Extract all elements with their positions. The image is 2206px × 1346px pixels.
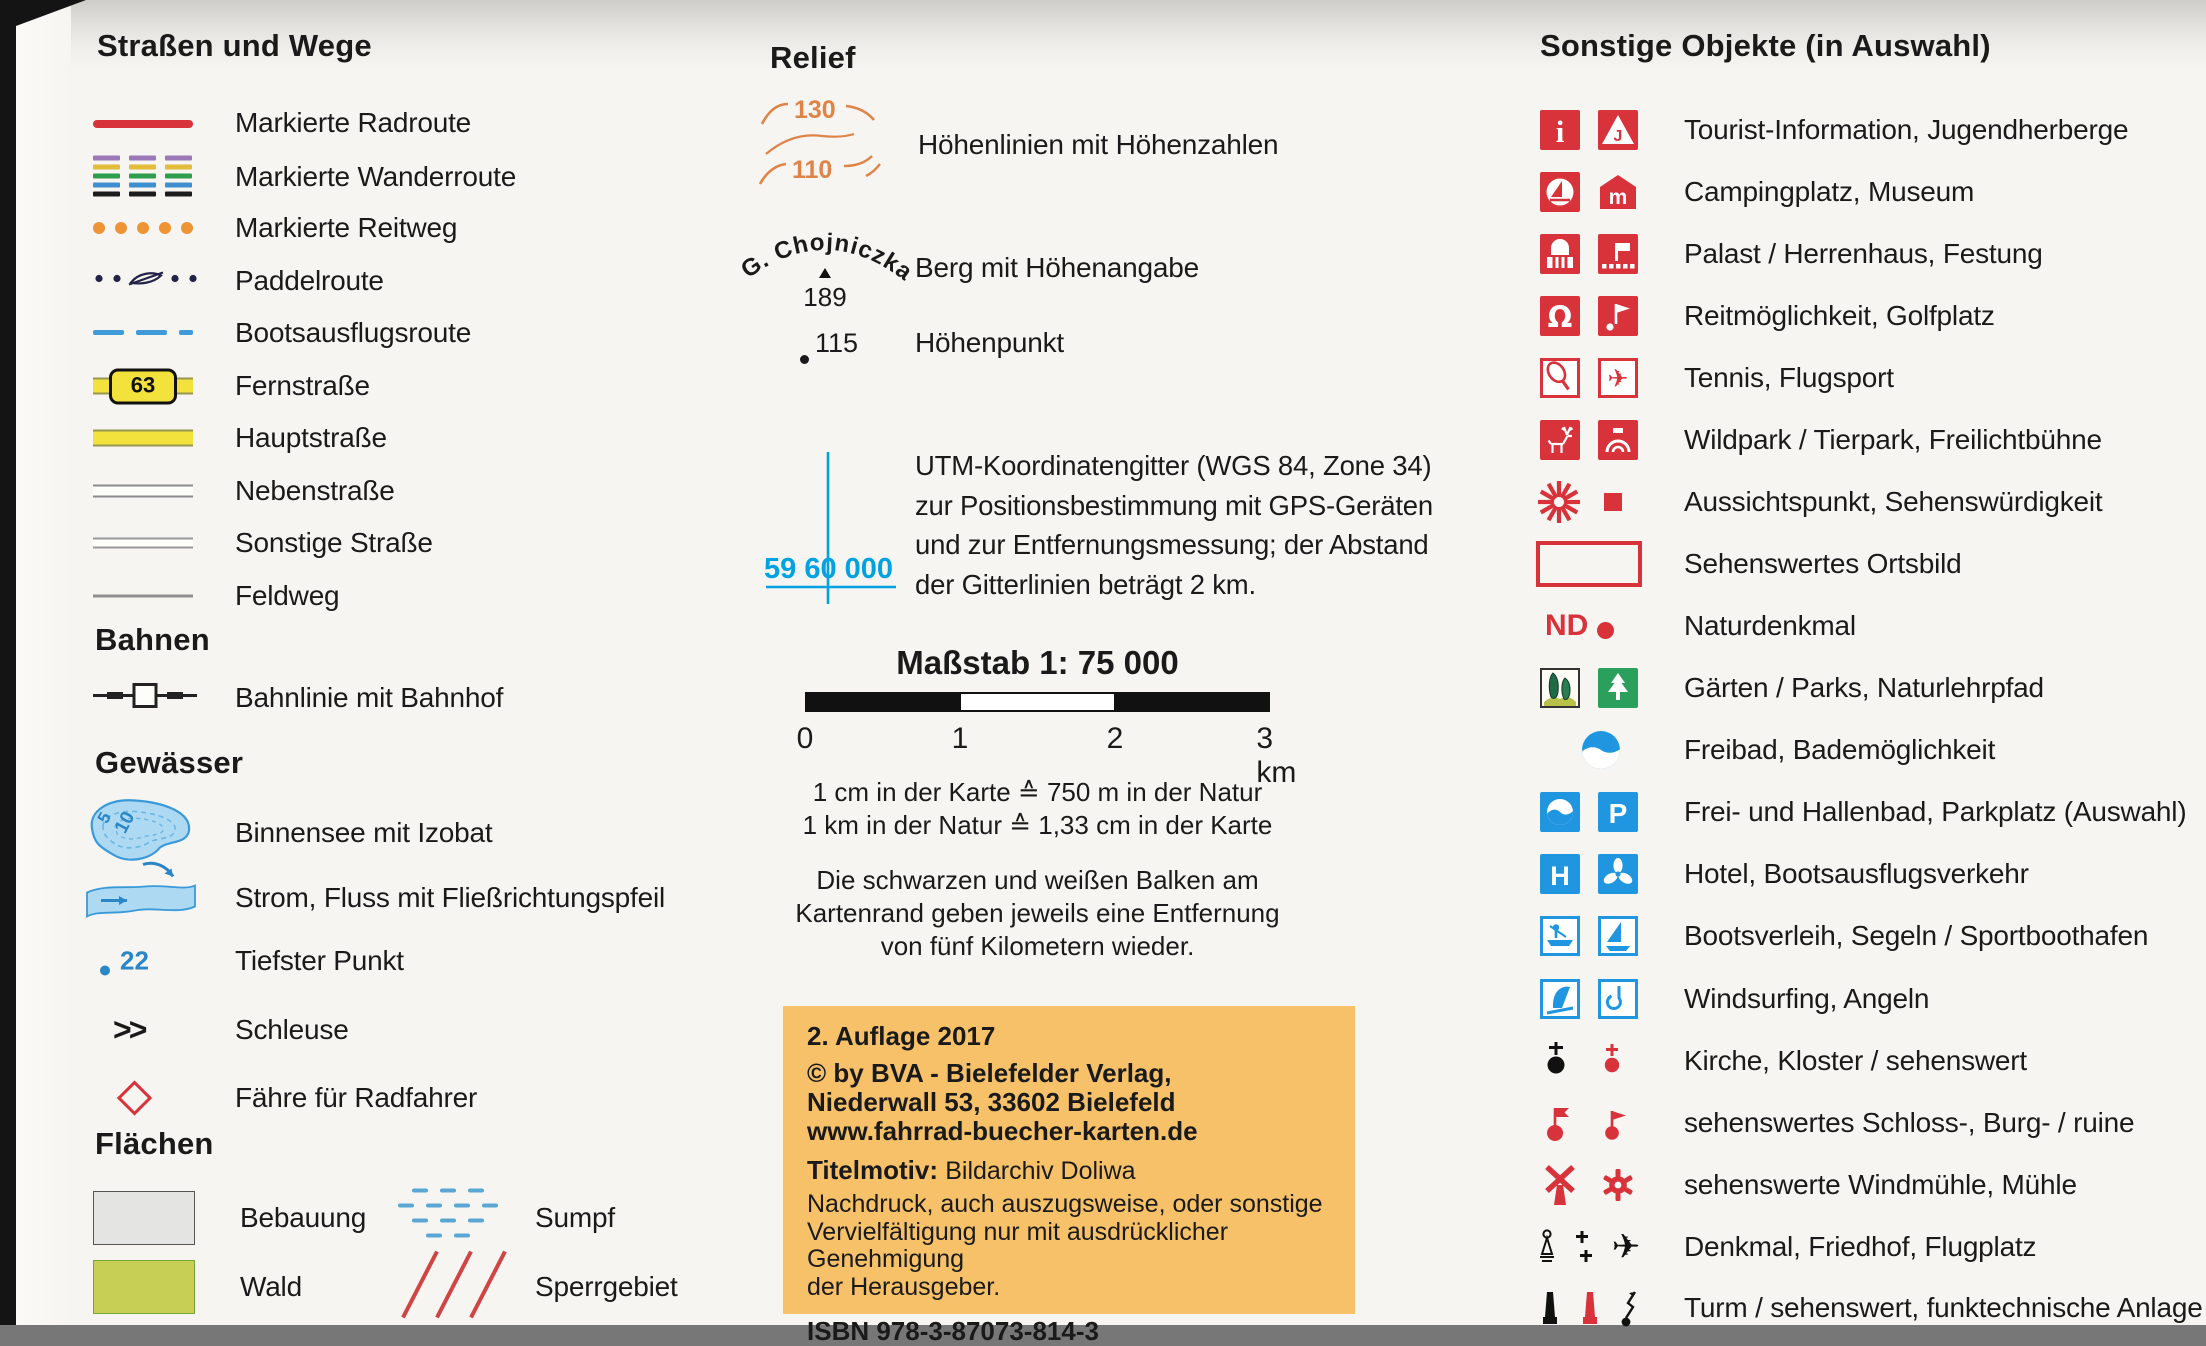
- imprint-isbn: ISBN 978-3-87073-814-3: [807, 1316, 1099, 1346]
- turm-icon: [1542, 1289, 1558, 1327]
- utm-text-line4: der Gitterlinien beträgt 2 km.: [915, 568, 1256, 600]
- scale-bar-segment-black2: [1114, 694, 1268, 710]
- legend-label-reitweg: Markierte Reitweg: [235, 212, 458, 243]
- contour-value-130: 130: [794, 96, 836, 124]
- legend-label-sumpf: Sumpf: [535, 1202, 615, 1233]
- svg-text:Ω: Ω: [1547, 300, 1573, 334]
- hotel-icon: [1540, 854, 1580, 894]
- tourist-information-icon: [1540, 110, 1580, 150]
- utm-grid-symbol: [758, 438, 908, 615]
- nebenstrasse-symbol: [93, 485, 193, 498]
- angeln-icon: [1598, 979, 1638, 1019]
- feldweg-symbol: [93, 595, 193, 598]
- legend-label-binnensee: Binnensee mit Izobat: [235, 817, 493, 848]
- legend-label-radroute: Markierte Radroute: [235, 107, 472, 138]
- legend-label-windmuehle-muehle: sehenswerte Windmühle, Mühle: [1684, 1169, 2077, 1200]
- scale-tick-1: 1: [951, 722, 969, 755]
- legend-label-feldweg: Feldweg: [235, 580, 340, 611]
- legend-label-schloss-burg: sehenswertes Schloss-, Burg- / ruine: [1684, 1107, 2135, 1138]
- gaerten-parks-icon: [1540, 668, 1580, 708]
- section-title-flaechen: Flächen: [95, 1126, 214, 1161]
- ortsbild-rect-icon: [1536, 541, 1642, 587]
- tennis-icon: [1540, 358, 1580, 398]
- sumpf-symbol: [398, 1187, 498, 1250]
- legend-label-palast-festung: Palast / Herrenhaus, Festung: [1684, 238, 2043, 269]
- section-title-sonstige-objekte: Sonstige Objekte (in Auswahl): [1540, 28, 1991, 63]
- legend-label-wildpark-freilichtbuehne: Wildpark / Tierpark, Freilichtbühne: [1684, 424, 2102, 455]
- legend-label-kirche-kloster: Kirche, Kloster / sehenswert: [1684, 1045, 2027, 1076]
- legend-label-ortsbild: Sehenswertes Ortsbild: [1684, 548, 1962, 579]
- museum-icon: [1598, 172, 1638, 212]
- contour-value-110: 110: [792, 156, 833, 184]
- campingplatz-icon: [1540, 172, 1580, 212]
- hoehenpunkt-value: 115: [815, 328, 859, 358]
- hauptstrasse-symbol: [93, 430, 193, 447]
- strom-fluss-symbol: [85, 859, 197, 938]
- wildpark-icon: [1540, 420, 1580, 460]
- legend-label-schleuse: Schleuse: [235, 1014, 349, 1045]
- legend-label-berg: Berg mit Höhenangabe: [915, 252, 1199, 283]
- legend-label-bootsverleih-segeln: Bootsverleih, Segeln / Sportboothafen: [1684, 920, 2149, 951]
- denkmal-icon: [1536, 1228, 1558, 1266]
- legend-label-hoehenlinien: Höhenlinien mit Höhenzahlen: [918, 129, 1279, 160]
- segeln-sportboothafen-icon: [1598, 916, 1638, 956]
- scale-bar: [805, 692, 1270, 712]
- imprint-notice-line2: Vervielfältigung nur mit ausdrücklicher Genehmigung: [807, 1217, 1229, 1273]
- paper-left-highlight: [16, 0, 71, 1325]
- nd-dot: [1597, 622, 1614, 639]
- imprint-titelmotiv-value: Bildarchiv Doliwa: [945, 1157, 1136, 1185]
- windmuehle-icon: [1538, 1161, 1582, 1209]
- wanderroute-lines-symbol: [93, 156, 193, 201]
- legend-label-naturdenkmal: Naturdenkmal: [1684, 610, 1856, 641]
- reitmoeglichkeit-icon: [1540, 296, 1580, 336]
- aussichtspunkt-icon: [1536, 479, 1582, 525]
- turm-sehenswert-icon: [1582, 1289, 1598, 1327]
- legend-label-hoehenpunkt: Höhenpunkt: [915, 327, 1065, 358]
- freibad-icon: [1580, 729, 1622, 771]
- utm-text-line2: zur Positionsbestimmung mit GPS-Geräten: [915, 489, 1433, 521]
- hoehenlinien-symbol: [758, 92, 886, 199]
- legend-label-hotel-bootsausflug: Hotel, Bootsausflugsverkehr: [1684, 858, 2029, 889]
- radroute-line-symbol: [93, 120, 193, 128]
- section-title-bahnen: Bahnen: [95, 622, 210, 657]
- bootsausflugsverkehr-icon: [1598, 854, 1638, 894]
- hoehenpunkt-symbol: [800, 328, 858, 359]
- funkanlage-icon: [1618, 1287, 1640, 1329]
- section-title-strassen-und-wege: Straßen und Wege: [97, 28, 372, 63]
- scale-tick-2: 2: [1106, 722, 1124, 755]
- scale-bar-segment-white: [961, 694, 1115, 710]
- imprint-address: Niederwall 53, 33602 Bielefeld: [807, 1087, 1176, 1117]
- legend-label-tennis-flugsport: Tennis, Flugsport: [1684, 362, 1894, 393]
- legend-label-denkmal-friedhof-flugplatz: Denkmal, Friedhof, Flugplatz: [1684, 1231, 2037, 1262]
- legend-label-aussichtspunkt: Aussichtspunkt, Sehenswürdigkeit: [1684, 486, 2103, 517]
- naturdenkmal-icon: [1545, 609, 1614, 643]
- schloss-ruine-icon: [1542, 1101, 1572, 1145]
- scale-tick-3km: 3 km: [1256, 722, 1297, 789]
- legend-label-bebauung: Bebauung: [240, 1202, 367, 1233]
- bar-distance-note: [770, 864, 1305, 963]
- legend-label-wanderroute: Markierte Wanderroute: [235, 161, 517, 192]
- scale-note-line1: 1 cm in der Karte ≙ 750 m in der Natur: [812, 777, 1263, 807]
- legend-label-sperrgebiet: Sperrgebiet: [535, 1271, 678, 1302]
- scale-note-line2: 1 km in der Natur ≙ 1,33 cm in der Karte: [802, 810, 1273, 840]
- imprint-notice-line1: Nachdruck, auch auszugsweise, oder sonstige: [807, 1190, 1323, 1218]
- palast-icon: [1540, 234, 1580, 274]
- svg-text:J: J: [1613, 128, 1623, 145]
- bootsausflugsroute-symbol: [93, 324, 193, 342]
- bebauung-area-symbol: [93, 1191, 193, 1245]
- svg-text:i: i: [1555, 114, 1565, 149]
- section-title-gewaesser: Gewässer: [95, 745, 244, 780]
- legend-label-faehre: Fähre für Radfahrer: [235, 1082, 478, 1113]
- berg-name-arc: G. Chojniczka: [736, 228, 917, 287]
- muehle-icon: [1600, 1167, 1636, 1203]
- tiefster-punkt-symbol: [100, 946, 200, 977]
- legend-label-strom: Strom, Fluss mit Fließrichtungspfeil: [235, 882, 666, 913]
- legend-label-reiten-golf: Reitmöglichkeit, Golfplatz: [1684, 300, 1995, 331]
- schleuse-symbol: >>: [113, 1011, 145, 1048]
- legend-label-freibad: Freibad, Bademöglichkeit: [1684, 734, 1996, 765]
- kloster-icon: [1600, 1040, 1624, 1082]
- flugplatz-icon: ✈: [1611, 1227, 1641, 1267]
- scan-edge-bar: [0, 0, 16, 1325]
- izobat-depth-10: 10: [110, 808, 140, 837]
- berg-symbol: [733, 222, 917, 319]
- imprint-publisher: © by BVA - Bielefelder Verlag,: [807, 1058, 1172, 1088]
- legend-label-tourist-jugendherberge: Tourist-Information, Jugendherberge: [1684, 114, 2129, 145]
- jugendherberge-icon: [1598, 110, 1638, 150]
- utm-description: [915, 446, 1433, 604]
- scale-conversion-notes: [770, 776, 1305, 842]
- imprint-edition: 2. Auflage 2017: [807, 1021, 996, 1051]
- imprint-website: www.fahrrad-buecher-karten.de: [807, 1116, 1198, 1146]
- svg-text:P: P: [1608, 798, 1628, 829]
- legend-label-paddelroute: Paddelroute: [235, 265, 384, 296]
- scale-bar-segment-black1: [807, 694, 961, 710]
- legend-label-tiefster-punkt: Tiefster Punkt: [235, 945, 404, 976]
- legend-label-hallenbad-parkplatz: Frei- und Hallenbad, Parkplatz (Auswahl): [1684, 796, 2187, 827]
- imprint-titelmotiv-label: Titelmotiv:: [807, 1155, 938, 1185]
- legend-label-sonstige-strasse: Sonstige Straße: [235, 527, 433, 558]
- legend-label-fernstrasse: Fernstraße: [235, 370, 370, 401]
- scale-tick-0: 0: [796, 722, 814, 755]
- utm-coordinate-value: 59 60 000: [764, 553, 894, 585]
- svg-text:m: m: [1608, 186, 1628, 209]
- depth-value: 22: [120, 945, 149, 976]
- bar-note-line3: von fünf Kilometern wieder.: [880, 931, 1195, 961]
- golfplatz-icon: [1598, 296, 1638, 336]
- road-number-badge: 63: [109, 368, 177, 404]
- bar-note-line2: Kartenrand geben jeweils eine Entfernung: [795, 898, 1280, 928]
- legend-label-bootsausflugsroute: Bootsausflugsroute: [235, 317, 472, 348]
- izobat-depth-5: 5: [93, 809, 115, 827]
- festung-icon: [1598, 234, 1638, 274]
- imprint-notice-line3: der Herausgeber.: [807, 1272, 1001, 1301]
- legend-label-nebenstrasse: Nebenstraße: [235, 475, 395, 506]
- legend-label-windsurfing-angeln: Windsurfing, Angeln: [1684, 983, 1930, 1014]
- utm-text-line1: UTM-Koordinatengitter (WGS 84, Zone 34): [915, 450, 1432, 481]
- bar-note-line1: Die schwarzen und weißen Balken am: [816, 865, 1259, 895]
- utm-text-line3: und zur Entfernungsmessung; der Abstand: [915, 529, 1429, 560]
- flugsport-icon: [1598, 358, 1638, 398]
- berg-height-value: 189: [803, 282, 847, 312]
- fernstrasse-symbol: [93, 372, 193, 397]
- parkplatz-icon: [1598, 792, 1638, 832]
- depth-dot: [100, 966, 110, 976]
- legend-label-hauptstrasse: Hauptstraße: [235, 422, 387, 453]
- wald-area-symbol: [93, 1260, 193, 1314]
- bootsverleih-icon: [1540, 916, 1580, 956]
- reitweg-dots-symbol: [93, 222, 193, 234]
- kirche-icon: [1544, 1039, 1568, 1083]
- svg-text:✈: ✈: [1607, 364, 1629, 393]
- naturlehrpfad-icon: [1598, 668, 1638, 708]
- freilichtbuehne-icon: [1598, 420, 1638, 460]
- scale-title: Maßstab 1: 75 000: [896, 644, 1179, 681]
- friedhof-icon: [1572, 1226, 1594, 1268]
- sehenswuerdigkeit-icon: [1604, 493, 1622, 511]
- imprint-box: [783, 1006, 1355, 1346]
- faehre-diamond-symbol: [122, 1086, 148, 1111]
- sperrgebiet-symbol: [395, 1248, 513, 1327]
- legend-label-bahnlinie: Bahnlinie mit Bahnhof: [235, 682, 504, 713]
- bahnlinie-symbol: [93, 679, 197, 718]
- legend-label-wald: Wald: [240, 1271, 302, 1302]
- svg-text:H: H: [1550, 861, 1570, 891]
- legend-label-camping-museum: Campingplatz, Museum: [1684, 176, 1975, 207]
- burg-ruine-icon: [1602, 1103, 1628, 1143]
- scale-ticks: [796, 722, 1297, 789]
- legend-label-gaerten-naturlehrpfad: Gärten / Parks, Naturlehrpfad: [1684, 672, 2044, 703]
- sonstige-strasse-symbol: [93, 538, 193, 549]
- windsurfing-icon: [1540, 979, 1580, 1019]
- paddelroute-symbol: [93, 266, 197, 297]
- hallenbad-icon: [1540, 792, 1580, 832]
- legend-label-turm-funkanlage: Turm / sehenswert, funktechnische Anlage: [1684, 1292, 2203, 1323]
- nd-label: ND: [1545, 609, 1589, 642]
- section-title-relief: Relief: [770, 40, 856, 75]
